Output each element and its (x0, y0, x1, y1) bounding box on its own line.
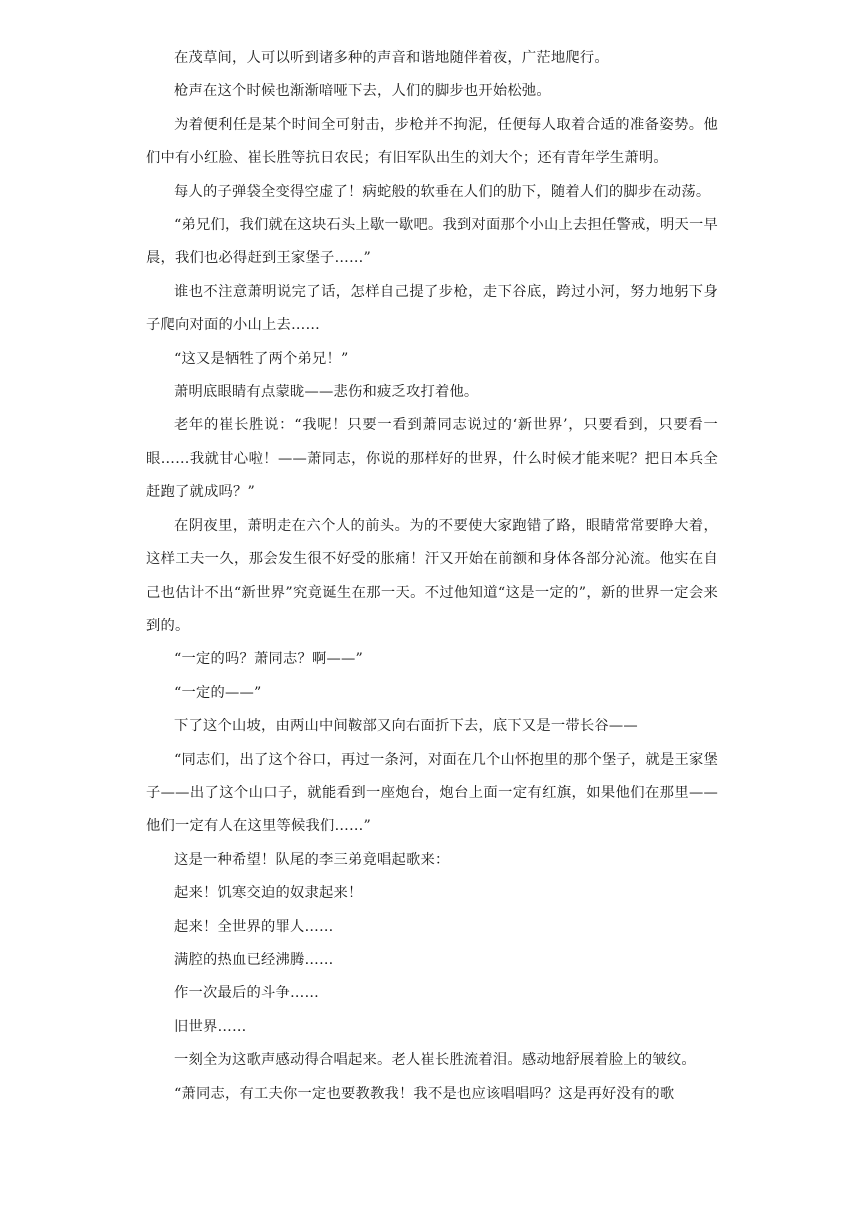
paragraph: “一定的——” (174, 684, 262, 701)
paragraph: 枪声在这个时候也渐渐喑哑下去，人们的脚步也开始松弛。 (174, 83, 551, 100)
paragraph: 为着便利任是某个时间全可射击，步枪并不拘泥，任便每人取着合适的准备姿势。他们中有小红脸、崔长胜等抗日农民；有旧军队出生的刘大个；还有青年学生萧明。 (146, 116, 718, 167)
song-line: 旧世界…… (174, 1018, 247, 1035)
song-line: 满腔的热血已经沸腾…… (174, 951, 334, 968)
paragraph: “这又是牺牲了两个弟兄！” (174, 350, 349, 367)
paragraph: “弟兄们，我们就在这块石头上歇一歇吧。我到对面那个小山上去担任警戒，明天一早晨，我们也必得赶到王家堡子……” (146, 217, 718, 267)
article-body (146, 42, 718, 1111)
paragraph: 一刻全为这歌声感动得合唱起来。老人崔长胜流着泪。感动地舒展着脸上的皱纹。 (174, 1052, 696, 1069)
paragraph: 每人的子弹袋全变得空虚了！病蛇般的软垂在人们的肋下，随着人们的脚步在动荡。 (174, 183, 711, 200)
paragraph: “一定的吗？萧同志？啊——” (174, 651, 363, 668)
paragraph: 在阴夜里，萧明走在六个人的前头。为的不要使大家跑错了路，眼睛常常要睁大着，这样工夫一久，那会发生很不好受的胀痛！汗又开始在前额和身体各部分沁流。他实在自己也估计不出“新世界”究竟诞生在那一天。不过他知道“这是一定的”，新的世界一定会来到的。 (146, 517, 718, 634)
paragraph: “同志们，出了这个谷口，再过一条河，对面在几个山怀抱里的那个堡子，就是王家堡子——出了这个山口子，就能看到一座炮台，炮台上面一定有红旗，如果他们在那里——他们一定有人在这里等候我们……” (146, 751, 718, 835)
song-line: 起来！饥寒交迫的奴隶起来！ (174, 885, 363, 902)
paragraph: 这是一种希望！队尾的李三弟竟唱起歌来： (174, 851, 450, 868)
song-line: 起来！全世界的罪人…… (174, 918, 334, 935)
paragraph: 老年的崔长胜说：“我呢！只要一看到萧同志说过的‘新世界’，只要看到，只要看一眼……我就甘心啦！——萧同志，你说的那样好的世界，什么时候才能来呢？把日本兵全赶跑了就成吗？” (146, 417, 718, 501)
paragraph: 萧明底眼睛有点蒙眬——悲伤和疲乏攻打着他。 (174, 384, 479, 401)
paragraph: 谁也不注意萧明说完了话，怎样自己提了步枪，走下谷底，跨过小河，努力地躬下身子爬向对面的小山上去…… (146, 283, 718, 334)
paragraph: “萧同志，有工夫你一定也要教教我！我不是也应该唱唱吗？这是再好没有的歌 (174, 1085, 675, 1102)
paragraph: 下了这个山坡，由两山中间鞍部又向右面折下去，底下又是一带长谷—— (174, 718, 638, 735)
paragraph: 在茂草间，人可以听到诸多种的声音和谐地随伴着夜，广茫地爬行。 (174, 50, 609, 66)
song-line: 作一次最后的斗争…… (174, 985, 319, 1002)
